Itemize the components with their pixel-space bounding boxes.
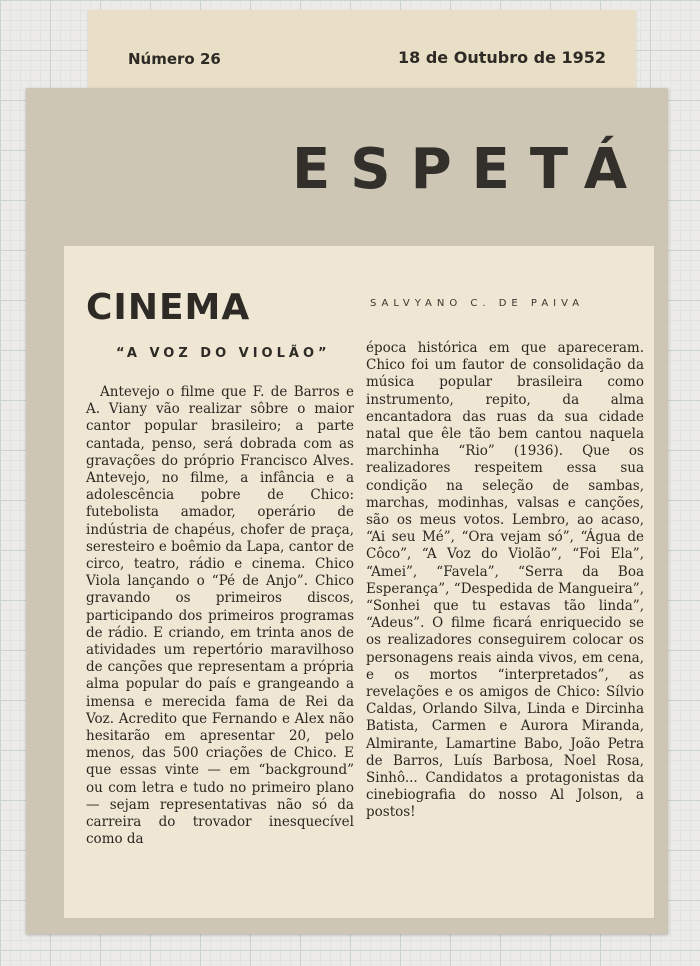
article-column-left: Antevejo o filme que F. de Barros e A. Viany vão realizar sôbre o maior cantor popular brasileiro; a parte cantada, penso, será dobrada com as gravações do próprio Francisco Alves. Antevejo, no filme, a infância e a adolescência pobre de Chico: futebolista amador, operário de indústria de chapéus, chofer de praça, seresteiro e boêmio da Lapa, cantor de circo, teatro, rádio e cinema. Chico Viola lançando o “Pé de Anjo”. Chico gravando os primeiros discos, participando dos primeiros programas de rádio. E criando, em trinta anos de atividades um repertório maravilhoso de canções que representam a própria alma popular do país e grangeando a imensa e merecida fama de Rei da Voz. Acredito que Fernando e Alex não hesitarão em apresentar 20, pelo menos, das 500 criações de Chico. E que essas vinte — em “background” ou com letra e tudo no primeiro plano — sejam representativas não só da carreira do trovador inesquecível como da	[86, 384, 354, 848]
article-title: “A VOZ DO VIOLÃO”	[116, 346, 331, 361]
byline: SALVYANO C. DE PAIVA	[370, 298, 585, 309]
issue-date: 18 de Outubro de 1952	[398, 48, 607, 67]
masthead: ESPETÁ	[292, 137, 648, 202]
article-panel	[64, 246, 654, 918]
issue-number: Número 26	[128, 50, 221, 68]
section-title: CINEMA	[86, 287, 251, 328]
header-clipping	[88, 10, 636, 90]
article-clipping	[26, 88, 668, 934]
article-column-right: época histórica em que apareceram. Chico foi um fautor de consolidação da música popular brasileira como instrumento, repito, da alma encantadora das ruas da sua cidade natal que êle tão bem cantou naquela marchinha “Rio” (1936). Que os realizadores respeitem essa sua condição na seleção de sambas, marchas, modinhas, valsas e canções, são os meus votos. Lembro, ao acaso, “Ai seu Mé”, “Ora vejam só”, “Água de Côco”, “A Voz do Violão”, “Foi Ela”, “Amei”, “Favela”, “Serra da Boa Esperança”, “Despedida de Mangueira”, “Sonhei que tu estavas tão linda”, “Adeus”. O filme ficará enriquecido se os realizadores conseguirem colocar os personagens reais ainda vivos, em cena, e os mortos “interpretados”, as revelações e os amigos de Chico: Sílvio Caldas, Orlando Silva, Linda e Dircinha Batista, Carmen e Aurora Miranda, Almirante, Lamartine Babo, João Petra de Barros, Luís Barbosa, Noel Rosa, Sinhô... Candidatos a protagonistas da cinebiografia do nosso Al Jolson, a postos!	[366, 340, 644, 821]
